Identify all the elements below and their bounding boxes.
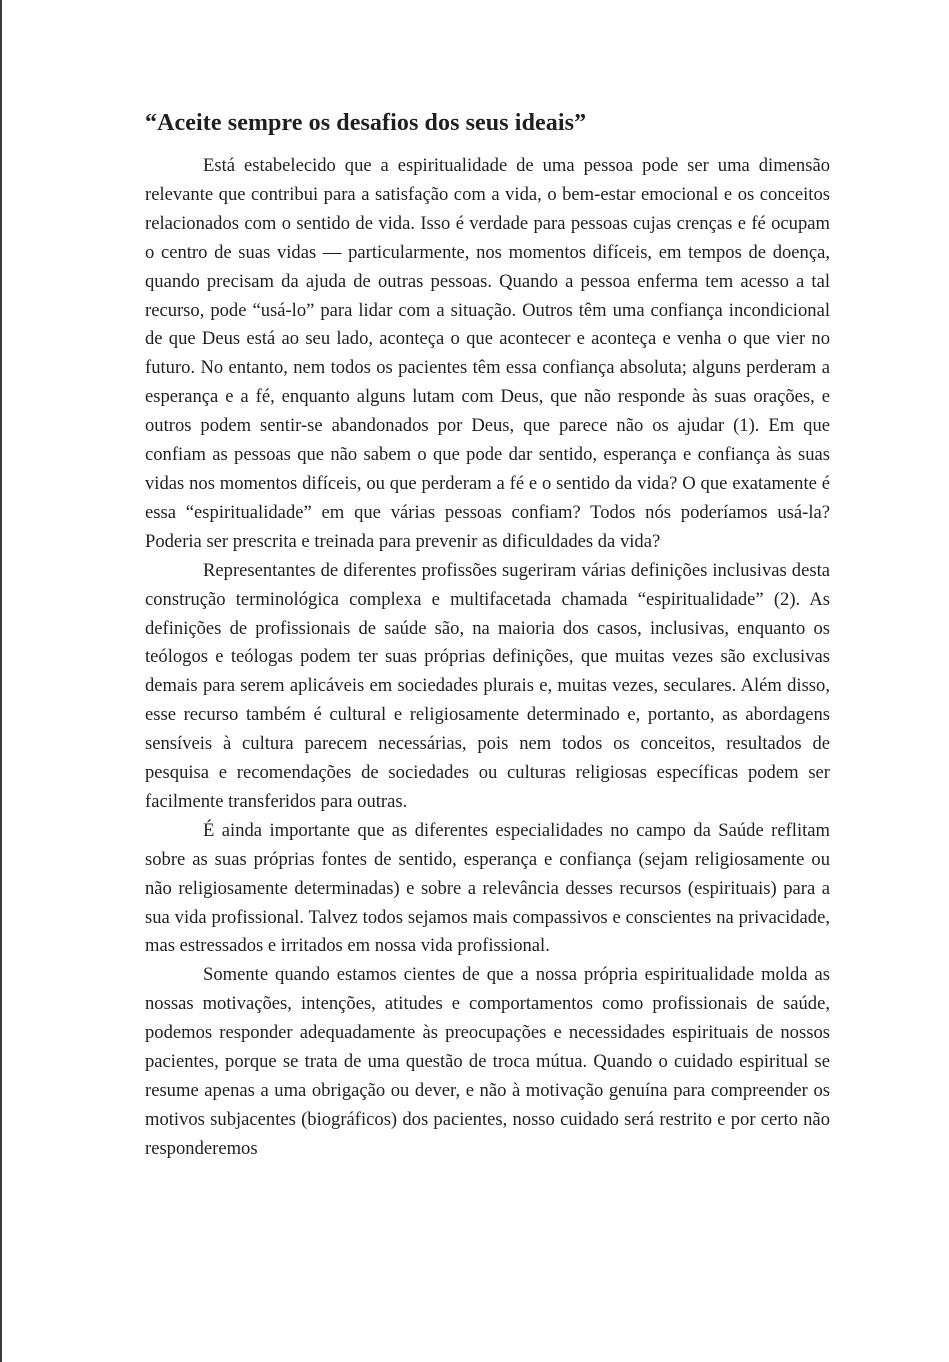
paragraph-2: Representantes de diferentes profissões sugeriram várias definições inclusivas desta construção terminológica complexa e multifacetada chamada “espiritualidade” (2). As definições de profissionais de saúde são, na maioria dos casos, inclusivas, enquanto os teólogos e teólogas podem ter suas próprias definições, que muitas vezes são exclusivas demais para serem aplicáveis em sociedades plurais e, muitas vezes, seculares. Além disso, esse recurso também é cultural e religiosamente determinado e, portanto, as abordagens sensíveis à cultura parecem necessárias, pois nem todos os conceitos, resultados de pesquisa e recomendações de sociedades ou culturas religiosas específicas podem ser facilmente transferidos para outras. <box>145 559 830 812</box>
paragraph-3: É ainda importante que as diferentes especialidades no campo da Saúde reflitam sobre as suas próprias fontes de sentido, esperança e confiança (sejam religiosamente ou não religiosamente determinadas) e sobre a relevância desses recursos (espirituais) para a sua vida profissional. Talvez todos sejamos mais compassivos e conscientes na privacidade, mas estressados e irritados em nossa vida profissional. <box>145 819 830 957</box>
body-text <box>145 152 830 1164</box>
section-title: “Aceite sempre os desafios dos seus ideais” <box>145 110 587 136</box>
page-edge-rule <box>0 0 2 1362</box>
document-page <box>145 106 830 1164</box>
paragraph-4: Somente quando estamos cientes de que a nossa própria espiritualidade molda as nossas motivações, intenções, atitudes e comportamentos como profissionais de saúde, podemos responder adequadamente às preocupações e necessidades espirituais de nossos pacientes, porque se trata de uma questão de troca mútua. Quando o cuidado espiritual se resume apenas a uma obrigação ou dever, e não à motivação genuína para compreender os motivos subjacentes (biográficos) dos pacientes, nosso cuidado será restrito e por certo não responderemos <box>145 964 830 1159</box>
paragraph-1: Está estabelecido que a espiritualidade de uma pessoa pode ser uma dimensão relevante que contribui para a satisfação com a vida, o bem-estar emocional e os conceitos relacionados com o sentido de vida. Isso é verdade para pessoas cujas crenças e fé ocupam o centro de suas vidas — particularmente, nos momentos difíceis, em tempos de doença, quando precisam da ajuda de outras pessoas. Quando a pessoa enferma tem acesso a tal recurso, pode “usá-lo” para lidar com a situação. Outros têm uma confiança incondicional de que Deus está ao seu lado, aconteça o que acontecer e aconteça e venha o que vier no futuro. No entanto, nem todos os pacientes têm essa confiança absoluta; alguns perderam a esperança e a fé, enquanto alguns lutam com Deus, que não responde às suas orações, e outros podem sentir-se abandonados por Deus, que parece não os ajudar (1). Em que confiam as pessoas que não sabem o que pode dar sentido, esperança e confiança às suas vidas nos momentos difíceis, ou que perderam a fé e o sentido da vida? O que exatamente é essa “espiritualidade” em que várias pessoas confiam? Todos nós poderíamos usá-la? Poderia ser prescrita e treinada para prevenir as dificuldades da vida? <box>145 155 830 552</box>
